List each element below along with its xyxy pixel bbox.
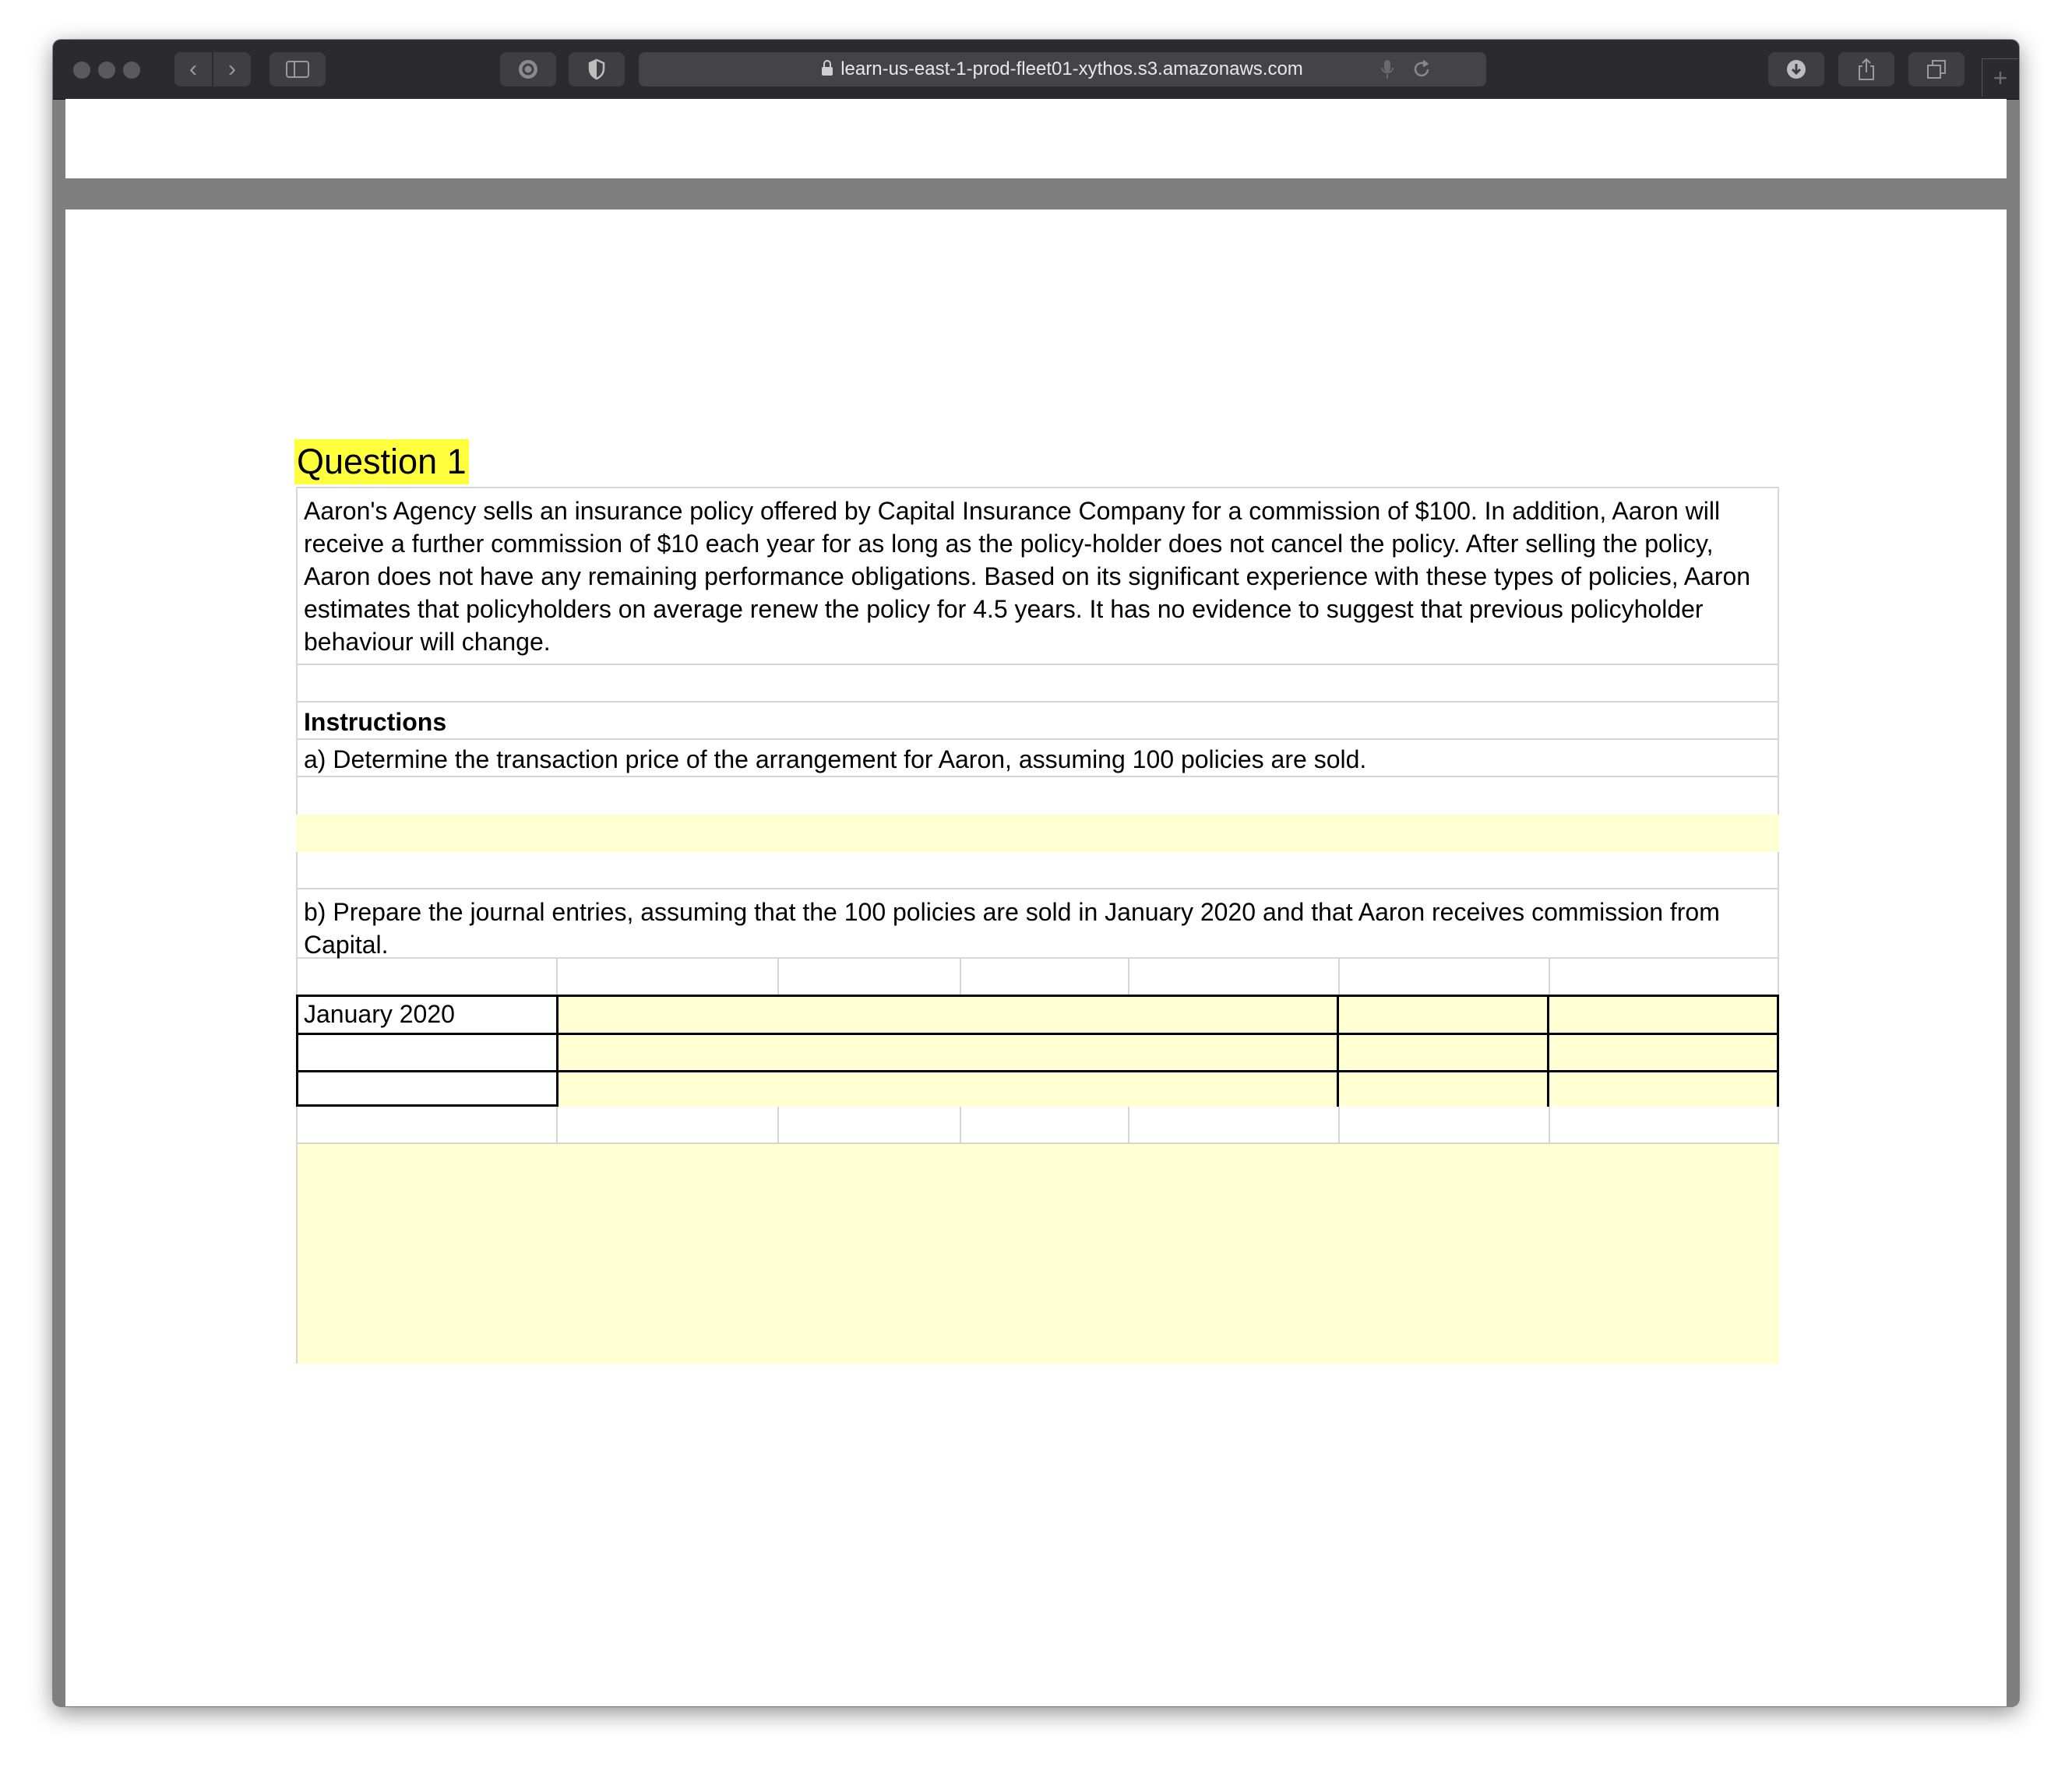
forward-button[interactable] (213, 52, 251, 86)
grid-cell (558, 959, 779, 995)
answer-b-workspace[interactable] (296, 1144, 1779, 1364)
date-cell[interactable] (298, 1072, 559, 1107)
spreadsheet (296, 487, 1779, 1364)
url-text: learn-us-east-1-prod-fleet01-xythos.s3.amazonaws.com (840, 58, 1303, 79)
grammarly-extension-button[interactable] (500, 52, 556, 86)
download-icon (1785, 58, 1807, 80)
chevron-right-icon: › (228, 56, 236, 82)
part-b-text: b) Prepare the journal entries, assuming that the 100 policies are sold in January 2020 and that Aaron receives commission from Capital. (304, 898, 1720, 959)
share-icon (1857, 58, 1876, 81)
reload-icon[interactable] (1411, 52, 1432, 86)
shield-icon (588, 58, 605, 80)
grammarly-icon (517, 58, 539, 80)
share-button[interactable] (1838, 52, 1894, 86)
plus-icon: + (1993, 63, 2008, 92)
debit-input[interactable] (1339, 997, 1549, 1033)
question-title: Question 1 (294, 439, 469, 484)
grid-cell (298, 1107, 558, 1143)
grid-cell (298, 959, 558, 995)
debit-input[interactable] (1339, 1035, 1549, 1070)
date-text: January 2020 (304, 1000, 455, 1028)
empty-row (296, 665, 1779, 702)
grid-cell (1129, 959, 1340, 995)
credit-input[interactable] (1549, 1035, 1777, 1070)
grid-cell (779, 1107, 961, 1143)
grid-cell (558, 1107, 779, 1143)
account-input[interactable] (559, 997, 1339, 1033)
minimize-window-button[interactable] (98, 62, 115, 79)
privacy-shield-button[interactable] (569, 52, 625, 86)
part-b-cell (296, 889, 1779, 959)
grid-cell (1340, 1107, 1550, 1143)
downloads-button[interactable] (1768, 52, 1824, 86)
account-input[interactable] (559, 1035, 1339, 1070)
empty-row (296, 777, 1779, 815)
grid-cell (1129, 1107, 1340, 1143)
account-input[interactable] (559, 1072, 1339, 1107)
lock-icon (822, 67, 833, 76)
close-window-button[interactable] (73, 62, 90, 79)
sidebar-icon (286, 61, 309, 78)
back-button[interactable] (174, 52, 212, 86)
previous-page (65, 99, 2007, 178)
credit-input[interactable] (1549, 1072, 1777, 1107)
journal-row (298, 1072, 1777, 1107)
journal-entries-table (296, 995, 1779, 1107)
grid-cell (961, 1107, 1129, 1143)
credit-input[interactable] (1549, 997, 1777, 1033)
instructions-heading: Instructions (304, 708, 447, 736)
grid-row (296, 959, 1779, 996)
debit-input[interactable] (1339, 1072, 1549, 1107)
grid-cell (961, 959, 1129, 995)
address-bar[interactable] (639, 52, 1486, 86)
grid-cell (1340, 959, 1550, 995)
grid-cell (779, 959, 961, 995)
sidebar-toggle-button[interactable] (270, 52, 326, 86)
microphone-icon[interactable] (1380, 52, 1394, 86)
tabs-overview-button[interactable] (1908, 52, 1965, 86)
tabs-icon (1926, 59, 1947, 79)
browser-toolbar (53, 40, 2019, 100)
empty-row (296, 852, 1779, 889)
date-cell[interactable] (298, 1035, 559, 1070)
part-a-cell (296, 740, 1779, 777)
scenario-text: Aaron's Agency sells an insurance policy offered by Capital Insurance Company for a commission of $100. In addition, Aaron will receive a further commission of $10 each year for as long as the policy-holder does not cancel the policy. After selling the policy, Aaron does not have any remaining performance obligations. Based on its significant experience with these types of policies, Aaron estimates that policyholders on average renew the policy for 4.5 years. It has no evidence to suggest that previous policyholder behaviour will change. (304, 497, 1751, 656)
scenario-cell (296, 487, 1779, 665)
journal-row (298, 1035, 1777, 1070)
journal-row (298, 997, 1777, 1033)
part-a-text: a) Determine the transaction price of the arrangement for Aaron, assuming 100 policies are sold. (304, 745, 1367, 773)
new-tab-button[interactable] (1982, 58, 2018, 97)
grid-row (296, 1107, 1779, 1144)
instructions-cell (296, 702, 1779, 740)
zoom-window-button[interactable] (123, 62, 140, 79)
date-cell[interactable] (298, 997, 559, 1033)
chevron-left-icon: ‹ (189, 56, 197, 82)
answer-a-field[interactable] (296, 815, 1779, 852)
